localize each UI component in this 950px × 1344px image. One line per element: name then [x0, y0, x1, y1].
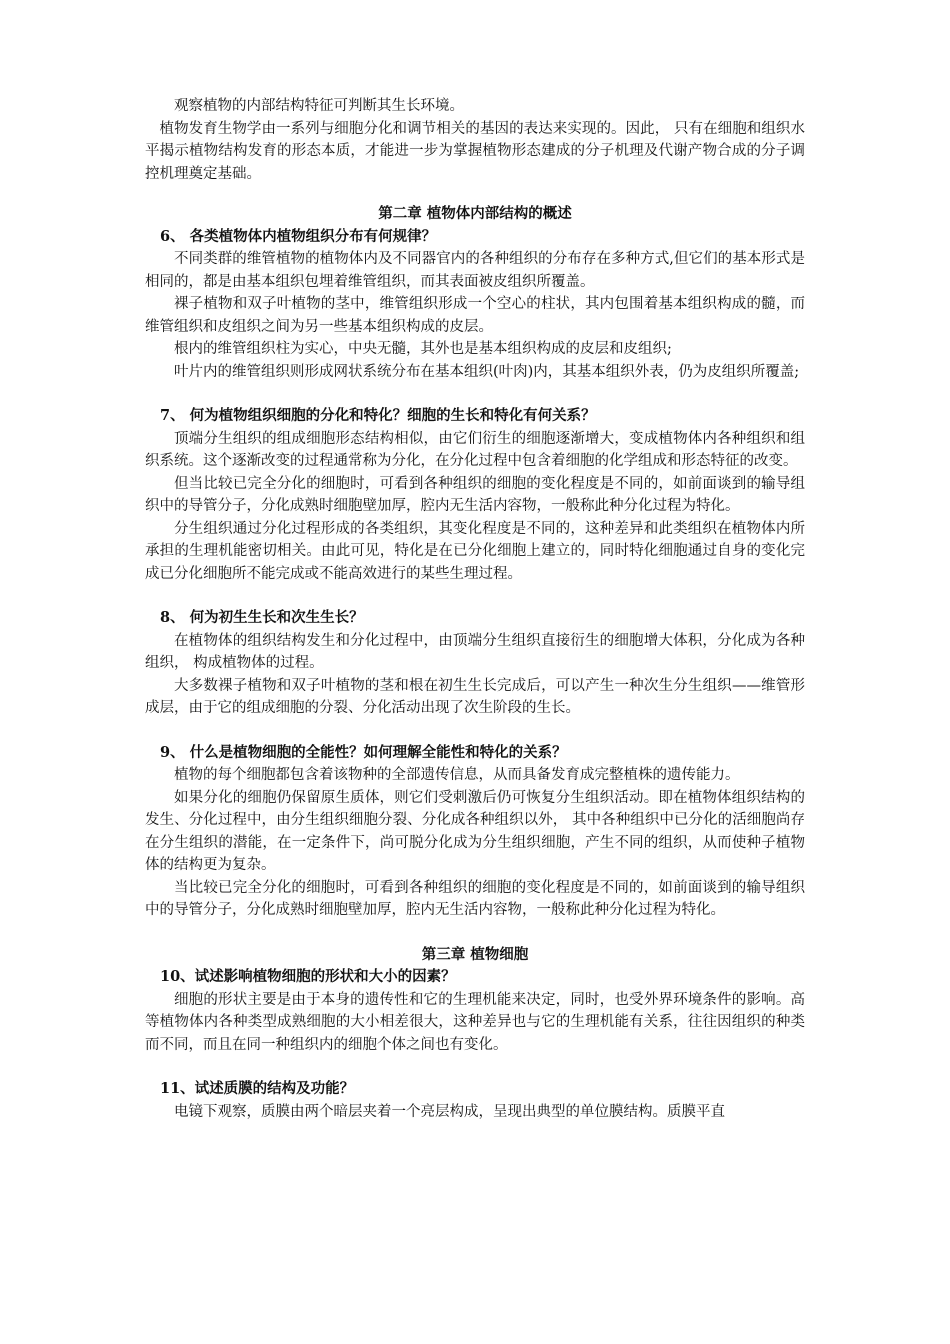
answer-paragraph: 电镜下观察，质膜由两个暗层夹着一个亮层构成，呈现出典型的单位膜结构。质膜平直 [174, 1103, 725, 1120]
answer-paragraph: 细胞的形状主要是由于本身的遗传性和它的生理机能来决定，同时，也受外界环境条件的影响。高等植物体内各种类型成熟细胞的大小相差很大，这种差异也与它的生理机能有关系，往往因组织的种类而不同，而且在同一种组织内的细胞个体之间也有变化。 [145, 991, 805, 1053]
answer-paragraph: 在植物体的组织结构发生和分化过程中，由顶端分生组织直接衍生的细胞增大体积，分化成为各种组织， 构成植物体的过程。 [145, 632, 805, 671]
answer-paragraph: 大多数裸子植物和双子叶植物的茎和根在初生生长完成后，可以产生一种次生分生组织——维管形成层，由于它的组成细胞的分裂、分化活动出现了次生阶段的生长。 [145, 677, 805, 716]
question-heading: 9、 什么是植物细胞的全能性？如何理解全能性和特化的关系？ [160, 743, 567, 761]
answer-paragraph: 顶端分生组织的组成细胞形态结构相似，由它们衍生的细胞逐渐增大，变成植物体内各种组织和组织系统。这个逐渐改变的过程通常称为分化，在分化过程中包含着细胞的化学组成和形态特征的改变。 [145, 430, 805, 469]
answer-paragraph: 植物的每个细胞都包含着该物种的全部遗传信息，从而具备发育成完整植株的遗传能力。 [174, 767, 740, 783]
answer-paragraph: 不同类群的维管植物的植物体内及不同器官内的各种组织的分布存在多种方式,但它们的基本形式是相同的，都是由基本组织包埋着维管组织，而其表面被皮组织所覆盖。 [145, 251, 805, 290]
answer-paragraph: 叶片内的维管组织则形成网状系统分布在基本组织(叶肉)内，其基本组织外表，仍为皮组织所覆盖; [174, 363, 800, 380]
chapter-title: 第三章 植物细胞 [421, 945, 529, 963]
chapter-title: 第二章 植物体内部结构的概述 [378, 205, 572, 222]
question-heading: 10、试述影响植物细胞的形状和大小的因素？ [160, 968, 456, 985]
answer-paragraph: 如果分化的细胞仍保留原生质体，则它们受刺激后仍可恢复分生组织活动。即在植物体组织结构的发生、分化过程中，由分生组织细胞分裂、分化成各种组织以外， 其中各种组织中已分化的活细胞尚存在分生组织的潜能，在一定条件下，尚可脱分化成为分生组织细胞，产生不同的组织，从而使种子植物体的结构更为复杂。 [145, 789, 805, 873]
question-heading: 6、 各类植物体内植物组织分布有何规律？ [160, 227, 437, 245]
intro-paragraph: 植物发育生物学由一系列与细胞分化和调节相关的基因的表达来实现的。因此， 只有在细胞和组织水平揭示植物结构发育的形态本质，才能进一步为掌握植物形态建成的分子机理及代谢产物合成的分子调控机理奠定基础。 [145, 120, 805, 182]
document-page [145, 95, 805, 1123]
answer-paragraph: 根内的维管组织柱为实心，中央无髓，其外也是基本组织构成的皮层和皮组织; [174, 341, 672, 357]
question-heading: 11、试述质膜的结构及功能？ [160, 1080, 355, 1097]
answer-paragraph: 裸子植物和双子叶植物的茎中，维管组织形成一个空心的柱状，其内包围着基本组织构成的髓，而维管组织和皮组织之间为另一些基本组织构成的皮层。 [145, 296, 805, 335]
answer-paragraph: 但当比较已完全分化的细胞时，可看到各种组织的细胞的变化程度是不同的，如前面谈到的输导组织中的导管分子，分化成熟时细胞壁加厚，腔内无生活内容物，一般称此种分化过程为特化。 [145, 475, 805, 514]
answer-paragraph: 分生组织通过分化过程形成的各类组织，其变化程度是不同的，这种差异和此类组织在植物体内所承担的生理机能密切相关。由此可见，特化是在已分化细胞上建立的，同时特化细胞通过自身的变化完成已分化细胞所不能完成或不能高效进行的某些生理过程。 [145, 520, 805, 582]
question-heading: 8、 何为初生生长和次生生长？ [160, 609, 364, 626]
question-heading: 7、 何为植物组织细胞的分化和特化？细胞的生长和特化有何关系？ [160, 407, 596, 424]
intro-paragraph: 观察植物的内部结构特征可判断其生长环境。 [174, 98, 464, 114]
answer-paragraph: 当比较已完全分化的细胞时，可看到各种组织的细胞的变化程度是不同的，如前面谈到的输导组织中的导管分子，分化成熟时细胞壁加厚，腔内无生活内容物，一般称此种分化过程为特化。 [145, 879, 805, 918]
